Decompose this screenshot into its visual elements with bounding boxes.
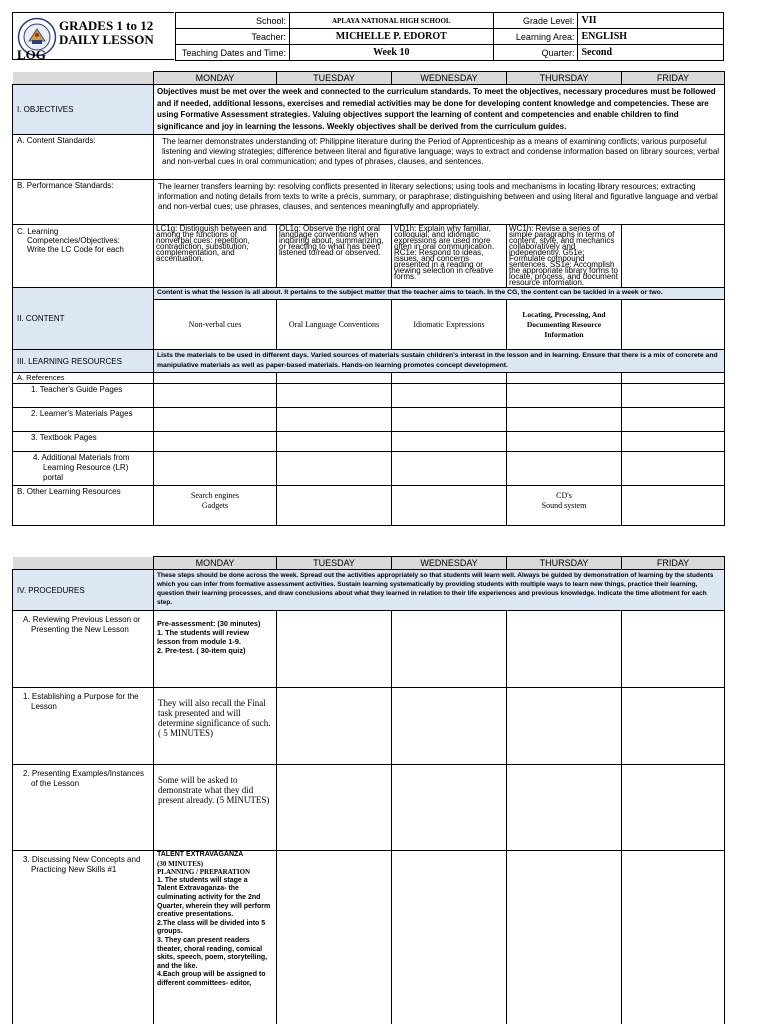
quarter-value: Second [578, 45, 724, 61]
other-resources-monday: Search engines Gadgets [154, 486, 277, 526]
proc-day-friday: FRIDAY [622, 557, 725, 570]
textbook-pages-label: 3. Textbook Pages [13, 432, 154, 452]
grade-level-label: Grade Level: [493, 13, 578, 29]
form-title-line3: LOG [17, 47, 46, 62]
lc-label-line3: Write the LC Code for each [27, 245, 124, 254]
purpose-label: 1. Establishing a Purpose for the Lesson [13, 688, 154, 765]
references-label: A. References [13, 373, 154, 384]
examples-monday: Some will be asked to demonstrate what they did present already. (5 MINUTES) [154, 765, 277, 851]
resources-heading: III. LEARNING RESOURCES [13, 350, 154, 373]
objectives-resources-table [12, 71, 725, 526]
preassessment-line: Pre-assessment: (30 minutes) [157, 619, 261, 628]
performance-standards-label: B. Performance Standards: [13, 180, 154, 225]
content-note: Content is what the lesson is all about. It pertains to the subject matter that the teacher aims to teach. In the CG, the content can be tackled in a week or two. [154, 288, 725, 300]
day-wednesday: WEDNESDAY [392, 72, 507, 85]
reviewing-lesson-monday [154, 611, 277, 688]
grade-level-value: VII [578, 13, 724, 29]
learning-area-label: Learning Area: [493, 29, 578, 45]
review-line: 1. The students will review lesson from module 1-9. [157, 628, 250, 646]
form-title-line1: GRADES 1 to 12 [59, 18, 154, 33]
pretest-line: 2. Pre-test. ( 30-item quiz) [157, 646, 246, 655]
objectives-heading: I. OBJECTIVES [13, 85, 154, 135]
reviewing-lesson-label: A. Reviewing Previous Lesson or Presenting the New Lesson [13, 611, 154, 688]
proc-day-tuesday: TUESDAY [277, 557, 392, 570]
form-title-line2: DAILY LESSON [59, 32, 154, 47]
lc-thursday: WC1h: Revise a series of simple paragraphs in terms of content, style, and mechanics collaboratively and independently. G51e: Formulate compound sentences. SS1e: Accomplish the appropriate library forms to locate, process, and document resource information. [507, 225, 622, 288]
procedures-table [12, 556, 725, 1024]
step-1-detail: Talent Extravaganza- the culminating activity for the 2nd Quarter, wherein they will perform creative presentations. [157, 885, 271, 919]
talent-minutes: (30 MINUTES) [157, 859, 204, 868]
planning-heading: PLANNING / PREPARATION [157, 868, 251, 877]
procedures-note: These steps should be done across the week. Spread out the activities appropriately so that students will learn well. Always be guided by demonstration of learning by the students which you can infer from formative assessment activities. Sustain learning systematically by providing students with multiple ways to learn new things, practice their learning, question their learning processes, and draw conclusions about what they learned in relation to their life experiences and previous knowledge. Indicate the time allotment for each step. [154, 570, 725, 611]
content-heading: II. CONTENT [13, 288, 154, 350]
examples-label: 2. Presenting Examples/Instances of the Lesson [13, 765, 154, 851]
lc-label-line1: C. Learning [17, 227, 59, 236]
learning-competencies-label [13, 225, 154, 288]
other-resources-thursday: CD's Sound system [507, 486, 622, 526]
other-resources-label: B. Other Learning Resources [13, 486, 154, 526]
lc-friday [622, 225, 725, 288]
teachers-guide-label: 1. Teacher's Guide Pages [13, 384, 154, 408]
content-tuesday: Oral Language Conventions [277, 300, 392, 350]
lc-label-line2: Competencies/Objectives: [27, 236, 120, 245]
school-value: APLAYA NATIONAL HIGH SCHOOL [289, 13, 493, 29]
teaching-dates-value: Week 10 [289, 45, 493, 61]
step-1-intro: 1. The students will stage a [157, 876, 248, 884]
content-thursday: Locating, Processing, And Documenting Resource Information [507, 300, 622, 350]
performance-standards-text: The learner transfers learning by: resolving conflicts presented in literary selections; using tools and mechanisms in locating library resources; extracting information and noting details from texts to write a précis, summary, or paraphrase; distinguishing between and using literal and figurative language and verbal and non-verbal cues; use phrases, clauses, and sentences meaningfully and appropriately. [154, 180, 725, 225]
procedures-day-header-row [13, 557, 725, 570]
lc-tuesday: OL1g: Observe the right oral language conventions when inquiring about, summarizing, or reacting to what has been listened to/read or observed. [277, 225, 392, 288]
day-header-row [13, 72, 725, 85]
teacher-value: MICHELLE P. EDOROT [289, 29, 493, 45]
procedures-heading: IV. PROCEDURES [13, 570, 154, 611]
teaching-dates-label: Teaching Dates and Time: [176, 45, 290, 61]
quarter-label: Quarter: [493, 45, 578, 61]
step-2: 2.The class will be divided into 5 groups. [157, 919, 266, 936]
resources-note: Lists the materials to be used in different days. Varied sources of materials sustain children's interest in the lesson and in learning. Ensure that there is a mix of concrete and manipulative materials as well as paper-based materials. Hands-on learning promotes concept development. [154, 350, 725, 373]
objectives-note: Objectives must be met over the week and connected to the curriculum standards. To meet the objectives, necessary procedures must be followed and if needed, additional lessons, exercises and remedial activities may be done for developing content knowledge and competencies. These are using Formative Assessment strategies. Valuing objectives support the learning of content and competencies and enable children to find significance and joy in learning the lessons. Weekly objectives shall be derived from the curriculum guides. [154, 85, 725, 135]
learners-materials-label: 2. Learner's Materials Pages [13, 408, 154, 432]
corner-cell [13, 72, 154, 85]
day-thursday: THURSDAY [507, 72, 622, 85]
proc-day-monday: MONDAY [154, 557, 277, 570]
talent-heading: TALENT EXTRAVAGANZA [157, 851, 244, 858]
header-info-table [175, 12, 724, 61]
step-3: 3. They can present readers theater, choral reading, comical skits, speech, poem, storytelling, and the like. [157, 936, 268, 970]
lc-wednesday: VD1h: Explain why familiar, colloquial, and idiomatic expressions are used more often in oral communication. RC1e: Respond to ideas, issues, and concerns presented in a reading or viewing selection in creative forms. [392, 225, 507, 288]
school-label: School: [176, 13, 290, 29]
procedures-corner-cell [13, 557, 154, 570]
new-concepts-monday [154, 851, 277, 1024]
proc-day-thursday: THURSDAY [507, 557, 622, 570]
teacher-label: Teacher: [176, 29, 290, 45]
day-friday: FRIDAY [622, 72, 725, 85]
day-monday: MONDAY [154, 72, 277, 85]
additional-materials-label: 4. Additional Materials from Learning Resource (LR) portal [13, 452, 154, 486]
learning-area-value: ENGLISH [578, 29, 724, 45]
content-standards-label: A. Content Standards: [13, 135, 154, 180]
day-tuesday: TUESDAY [277, 72, 392, 85]
content-wednesday: Idiomatic Expressions [392, 300, 507, 350]
proc-day-wednesday: WEDNESDAY [392, 557, 507, 570]
purpose-monday: They will also recall the Final task presented and will determine significance of such. ( 5 MINUTES) [154, 688, 277, 765]
content-friday [622, 300, 725, 350]
lc-monday: LC1g: Distinguish between and among the functions of nonverbal cues: repetition, contradiction, substitution, complementation, and accentuation. [154, 225, 277, 288]
content-monday: Non-verbal cues [154, 300, 277, 350]
step-4: 4.Each group will be assigned to different committees- editor, [157, 971, 266, 987]
new-concepts-label: 3. Discussing New Concepts and Practicing New Skills #1 [13, 851, 154, 1024]
content-standards-text: The learner demonstrates understanding of: Philippine literature during the Period of Apprenticeship as a means of examining conflicts; various purposeful listening and viewing strategies; difference between literal and figurative language; ways to extract and condense information based on library sources; verbal and non-verbal cues in oral communication; and types of phrases, clauses, and sentences. [154, 135, 725, 180]
